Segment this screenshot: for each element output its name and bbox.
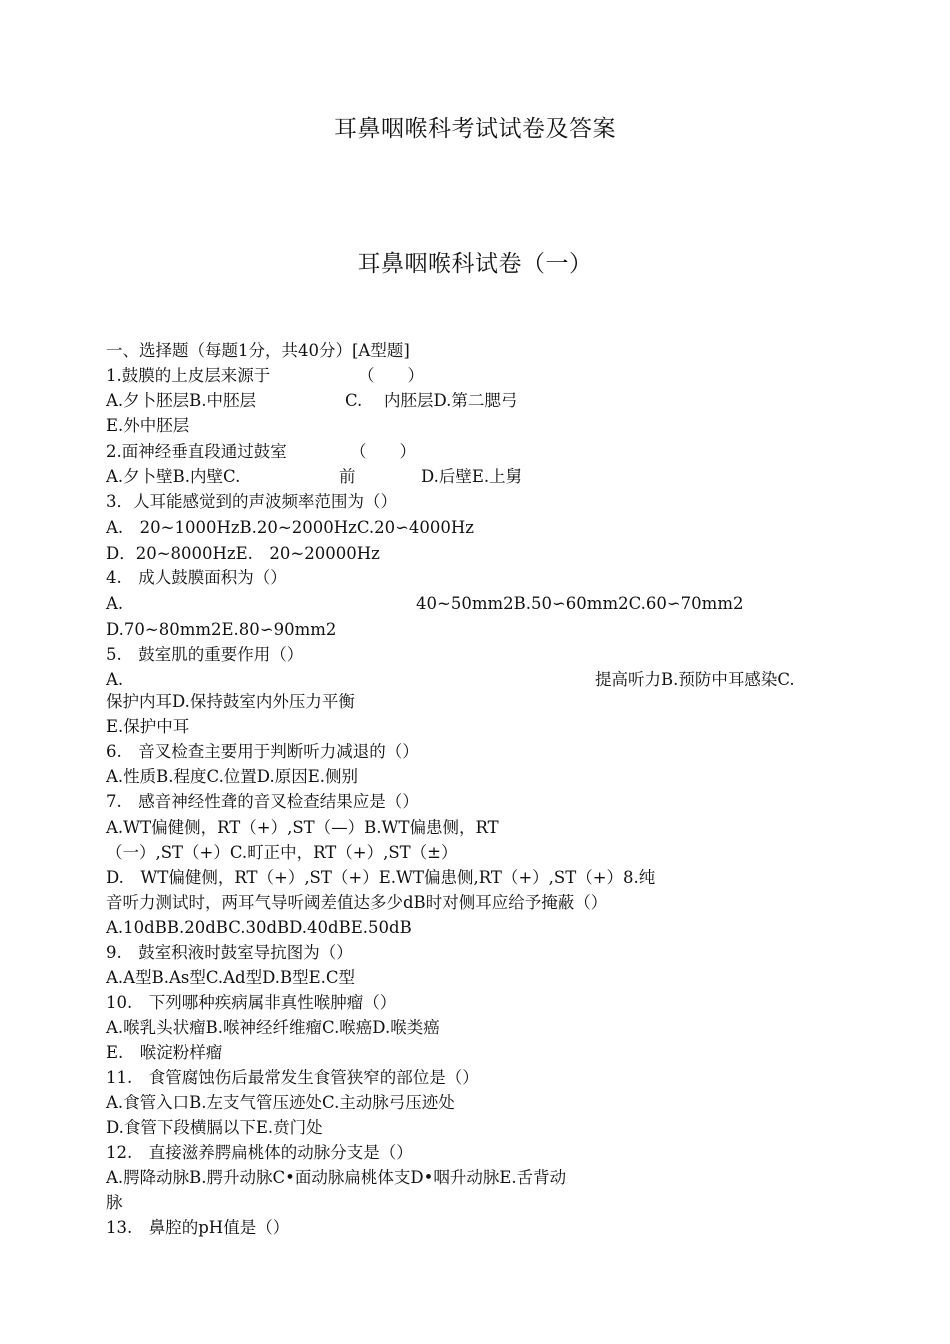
line-text: 提高听力B.预防中耳感染C. xyxy=(595,670,795,689)
line-text: E.保护中耳 xyxy=(106,717,190,736)
line-text: A.性质B.程度C.位置D.原因E.侧别 xyxy=(106,767,358,786)
line-text: C. xyxy=(345,391,363,410)
line-text: A.WT偏健侧，RT（+）,ST（—）B.WT偏患侧，RT xyxy=(106,818,499,837)
option-line xyxy=(106,391,518,411)
answer-blank: （ ） xyxy=(350,442,416,461)
question-line xyxy=(106,943,353,963)
option-line xyxy=(106,670,795,690)
line-text: 5. 鼓室肌的重要作用（） xyxy=(106,645,304,664)
document-title: 耳鼻咽喉科考试试卷及答案 xyxy=(334,116,616,142)
line-text: D．20~8000HzE. 20~20000Hz xyxy=(106,544,380,563)
line-text: A.腭降动脉B.腭升动脉C•面动脉扁桃体支D•咽升动脉E.舌背动 xyxy=(106,1168,567,1187)
line-text: 11. 食管腐蚀伤后最常发生食管狭窄的部位是（） xyxy=(106,1068,479,1087)
line-text: A. xyxy=(106,670,124,689)
line-text: 10. 下列哪种疾病属非真性喉肿瘤（） xyxy=(106,993,397,1012)
paper-title: 耳鼻咽喉科试卷（一） xyxy=(357,251,593,277)
option-line xyxy=(106,544,380,564)
line-text: D.食管下段横膈以下E.贲门处 xyxy=(106,1118,323,1137)
section-heading: 一、选择题（每题1分，共40分）[A型题] xyxy=(106,341,410,360)
option-line xyxy=(106,1018,440,1038)
line-text: 2.面神经垂直段通过鼓室 xyxy=(106,442,287,461)
question-line xyxy=(106,492,397,512)
line-text: 12. 直接滋养腭扁桃体的动脉分支是（） xyxy=(106,1143,413,1162)
option-line xyxy=(106,1193,123,1213)
line-text: 7. 感音神经性聋的音叉检查结果应是（） xyxy=(106,792,419,811)
line-text: A.夕卜胚层B.中胚层 xyxy=(106,391,257,410)
line-text: A. xyxy=(106,594,124,613)
line-text: A.10dBB.20dBC.30dBD.40dBE.50dB xyxy=(106,918,412,937)
question-line xyxy=(106,893,607,913)
question-line xyxy=(106,792,419,812)
line-text: 40~50mm2B.50∽60mm2C.60∽70mm2 xyxy=(416,594,744,613)
option-line xyxy=(106,518,474,538)
line-text: 保护内耳D.保持鼓室内外压力平衡 xyxy=(106,692,355,711)
option-line xyxy=(106,620,336,640)
option-line xyxy=(106,918,412,938)
line-text: A.喉乳头状瘤B.喉神经纤维瘤C.喉癌D.喉类癌 xyxy=(106,1018,440,1037)
option-line xyxy=(106,416,189,436)
line-text: 音听力测试时，两耳气导听阈差值达多少dB时对侧耳应给予掩蔽（） xyxy=(106,893,608,912)
option-line xyxy=(106,843,458,863)
option-line xyxy=(106,1093,455,1113)
option-line xyxy=(106,818,499,838)
line-text: 3．人耳能感觉到的声波频率范围为（） xyxy=(106,492,397,511)
line-text: D.70~80mm2E.80∽90mm2 xyxy=(106,620,337,639)
question-line xyxy=(106,1143,413,1163)
option-line xyxy=(106,1043,222,1063)
option-line xyxy=(106,594,744,614)
option-line xyxy=(106,1118,323,1138)
line-text: 1.鼓膜的上皮层来源于 xyxy=(106,366,271,385)
line-text: 内胚层D.第二腮弓 xyxy=(384,391,518,410)
line-text: A.A型B.As型C.Ad型D.B型E.C型 xyxy=(106,968,356,987)
option-line xyxy=(106,692,355,712)
question-line xyxy=(106,568,287,588)
option-line xyxy=(106,467,523,487)
line-text: D. WT偏健侧，RT（+）,ST（+）E.WT偏患侧,RT（+）,ST（+）8.纯 xyxy=(106,868,656,887)
answer-blank: （ ） xyxy=(358,366,424,385)
question-line xyxy=(106,1218,289,1238)
line-text: A. 20~1000HzB.20~2000HzC.20∽4000Hz xyxy=(106,518,474,537)
line-text: D.后壁E.上舅 xyxy=(421,467,523,486)
option-line xyxy=(106,868,655,888)
line-text: 9. 鼓室积液时鼓室导抗图为（） xyxy=(106,943,353,962)
option-line xyxy=(106,1168,566,1188)
line-text: 6. 音叉检查主要用于判断听力减退的（） xyxy=(106,742,419,761)
question-line xyxy=(106,645,303,665)
option-line xyxy=(106,968,355,988)
line-text: A.食管入口B.左支气管压迹处C.主动脉弓压迹处 xyxy=(106,1093,455,1112)
question-line xyxy=(106,366,424,386)
question-line xyxy=(106,742,419,762)
line-text: 前 xyxy=(339,467,356,486)
question-line xyxy=(106,1068,479,1088)
question-line xyxy=(106,442,416,462)
line-text: A.夕卜壁B.内壁C. xyxy=(106,467,241,486)
line-text: 13. 鼻腔的pH值是（） xyxy=(106,1218,290,1237)
line-text: （一）,ST（+）C.町正中，RT（+）,ST（±） xyxy=(106,843,458,862)
line-text: E. 喉淀粉样瘤 xyxy=(106,1043,223,1062)
line-text: 4. 成人鼓膜面积为（） xyxy=(106,568,287,587)
option-line xyxy=(106,717,189,737)
question-line xyxy=(106,993,396,1013)
line-text: E.外中胚层 xyxy=(106,416,190,435)
option-line xyxy=(106,767,358,787)
line-text: 脉 xyxy=(106,1193,123,1212)
